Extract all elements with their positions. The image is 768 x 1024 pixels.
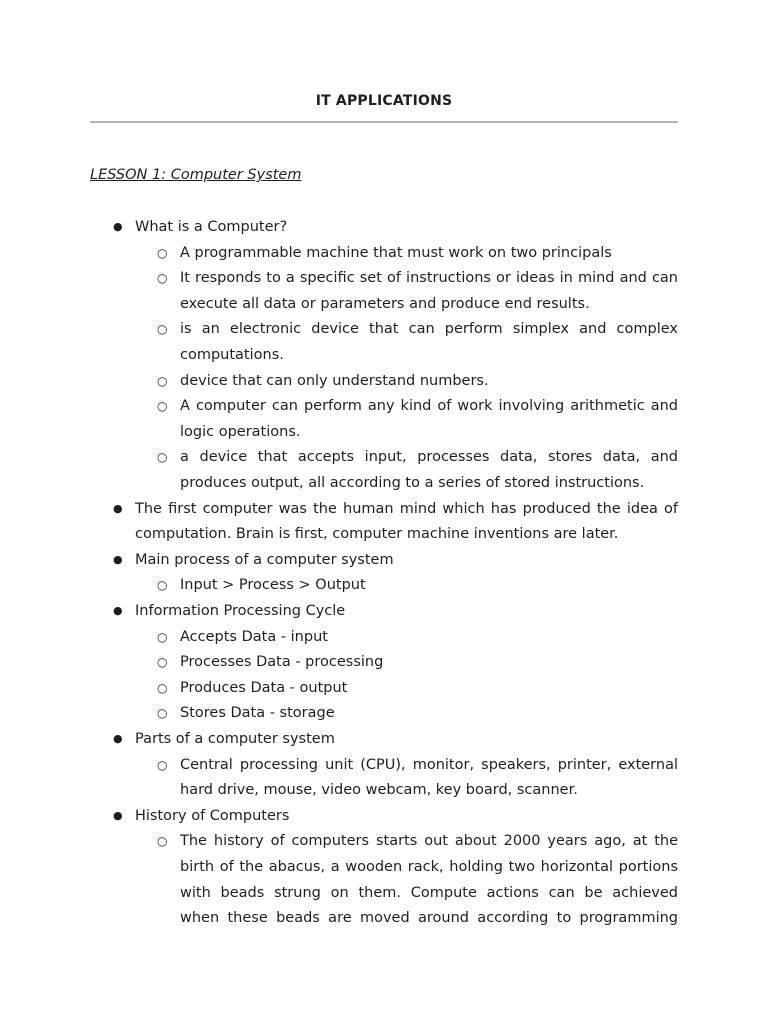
bullet-circle: ○ bbox=[157, 681, 168, 695]
bullet-circle: ○ bbox=[157, 322, 168, 336]
list-item: History of Computers bbox=[135, 808, 290, 824]
sub-list-item: The history of computers starts out about 2000 years ago, at the bbox=[180, 833, 678, 849]
sub-list-item: birth of the abacus, a wooden rack, holding two horizontal portions bbox=[180, 859, 678, 875]
bullet-dot: ● bbox=[113, 809, 123, 822]
lesson-heading: LESSON 1: Computer System bbox=[90, 167, 302, 183]
bullet-circle: ○ bbox=[157, 655, 168, 669]
bullet-dot: ● bbox=[113, 220, 123, 233]
list-item: Parts of a computer system bbox=[135, 731, 335, 747]
bullet-circle: ○ bbox=[157, 399, 168, 413]
sub-list-item: A programmable machine that must work on two principals bbox=[180, 245, 612, 261]
sub-list-item: Stores Data - storage bbox=[180, 705, 335, 721]
sub-list-item: computations. bbox=[180, 347, 284, 363]
sub-list-item: execute all data or parameters and produce end results. bbox=[180, 296, 590, 312]
sub-list-item: Produces Data - output bbox=[180, 680, 348, 696]
sub-list-item: device that can only understand numbers. bbox=[180, 373, 489, 389]
bullet-circle: ○ bbox=[157, 758, 168, 772]
sub-list-item: Accepts Data - input bbox=[180, 629, 328, 645]
bullet-circle: ○ bbox=[157, 271, 168, 285]
bullet-dot: ● bbox=[113, 604, 123, 617]
sub-list-item: with beads strung on them. Compute actions can be achieved bbox=[180, 885, 678, 901]
sub-list-item: Input > Process > Output bbox=[180, 577, 366, 593]
list-item: Main process of a computer system bbox=[135, 552, 394, 568]
bullet-dot: ● bbox=[113, 502, 123, 515]
sub-list-item: It responds to a specific set of instructions or ideas in mind and can bbox=[180, 270, 678, 286]
sub-list-item: a device that accepts input, processes data, stores data, and bbox=[180, 449, 678, 465]
bullet-circle: ○ bbox=[157, 450, 168, 464]
sub-list-item: hard drive, mouse, video webcam, key board, scanner. bbox=[180, 782, 578, 798]
bullet-circle: ○ bbox=[157, 246, 168, 260]
sub-list-item: A computer can perform any kind of work involving arithmetic and bbox=[180, 398, 678, 414]
bullet-circle: ○ bbox=[157, 834, 168, 848]
list-item: What is a Computer? bbox=[135, 219, 288, 235]
bullet-dot: ● bbox=[113, 732, 123, 745]
bullet-circle: ○ bbox=[157, 706, 168, 720]
bullet-circle: ○ bbox=[157, 578, 168, 592]
sub-list-item: logic operations. bbox=[180, 424, 301, 440]
sub-list-item: when these beads are moved around according to programming bbox=[180, 910, 678, 926]
document-title: IT APPLICATIONS bbox=[315, 93, 453, 109]
bullet-dot: ● bbox=[113, 553, 123, 566]
list-item: computation. Brain is first, computer machine inventions are later. bbox=[135, 526, 619, 542]
bullet-circle: ○ bbox=[157, 630, 168, 644]
list-item: Information Processing Cycle bbox=[135, 603, 346, 619]
sub-list-item: Processes Data - processing bbox=[180, 654, 384, 670]
list-item: The first computer was the human mind which has produced the idea of bbox=[135, 501, 678, 517]
bullet-circle: ○ bbox=[157, 374, 168, 388]
sub-list-item: Central processing unit (CPU), monitor, speakers, printer, external bbox=[180, 757, 678, 773]
sub-list-item: produces output, all according to a series of stored instructions. bbox=[180, 475, 645, 491]
sub-list-item: is an electronic device that can perform simplex and complex bbox=[180, 321, 678, 337]
